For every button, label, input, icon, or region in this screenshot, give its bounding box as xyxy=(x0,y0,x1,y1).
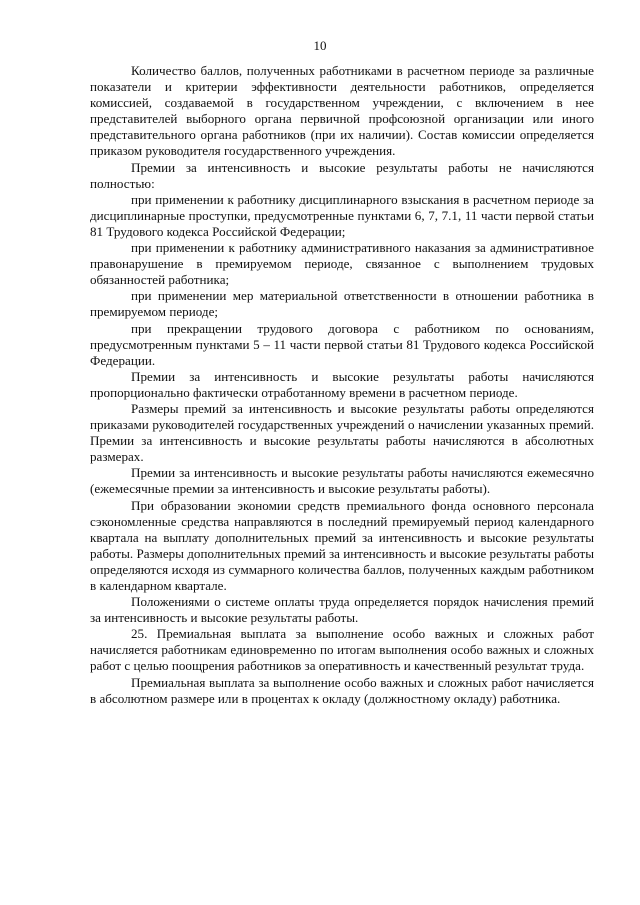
list-item-administrative-penalty: при применении к работнику административного наказания за административное правонарушение в премируемом периоде, связанное с выполнением трудовых обязанностей работника; xyxy=(90,240,594,288)
list-item-disciplinary-penalty: при применении к работнику дисциплинарного взыскания в расчетном периоде за дисциплинарные проступки, предусмотренные пунктами 6, 7, 7.1, 11 части первой статьи 81 Трудового кодекса Российской Федерации; xyxy=(90,191,594,239)
paragraph-fund-savings: При образовании экономии средств премиального фонда основного персонала сэкономленные средства направляются в последний премируемый период календарного квартала на выплату дополнительных премий за интенсивность и высокие результаты работы. Размеры дополнительных премий за интенсивность и высокие результаты работы определяются исходя из суммарного количества баллов, полученных каждым работником в календарном квартале. xyxy=(90,497,594,593)
document-body xyxy=(90,63,594,707)
paragraph-monthly-premiums: Премии за интенсивность и высокие результаты работы начисляются ежемесячно (ежемесячные премии за интенсивность и высокие результаты работы). xyxy=(90,465,594,497)
paragraph-premium-amounts: Размеры премий за интенсивность и высокие результаты работы определяются приказами руководителей государственных учреждений о начислении указанных премий. Премии за интенсивность и высокие результаты работы начисляются в абсолютных размерах. xyxy=(90,400,594,465)
paragraph-clause-25: 25. Премиальная выплата за выполнение особо важных и сложных работ начисляется работникам единовременно по итогам выполнения особо важных и сложных работ с целью поощрения работников за оперативность и качественный результат труда. xyxy=(90,626,594,674)
list-item-contract-termination: при прекращении трудового договора с работником по основаниям, предусмотренным пунктами 5 – 11 части первой статьи 81 Трудового кодекса Российской Федерации. xyxy=(90,320,594,368)
paragraph-pay-system-regulations: Положениями о системе оплаты труда определяется порядок начисления премий за интенсивность и высокие результаты работы. xyxy=(90,594,594,626)
paragraph-premium-exclusions-intro: Премии за интенсивность и высокие результаты работы не начисляются полностью: xyxy=(90,159,594,191)
page-number: 10 xyxy=(313,38,327,53)
paragraph-scoring-commission: Количество баллов, полученных работниками в расчетном периоде за различные показатели и критерии эффективности деятельности работников, определяется комиссией, создаваемой в государственном учреждении, с включением в нее представителей выборного органа первичной профсоюзной организации или иного представительного органа работников (при их наличии). Состав комиссии определяется приказом руководителя государственного учреждения. xyxy=(90,63,594,159)
list-item-material-liability: при применении мер материальной ответственности в отношении работника в премируемом периоде; xyxy=(90,288,594,320)
paragraph-important-work-payment: Премиальная выплата за выполнение особо важных и сложных работ начисляется в абсолютном размере или в процентах к окладу (должностному окладу) работника. xyxy=(90,674,594,706)
paragraph-proportional-accrual: Премии за интенсивность и высокие результаты работы начисляются пропорционально фактически отработанному времени в расчетном периоде. xyxy=(90,368,594,400)
